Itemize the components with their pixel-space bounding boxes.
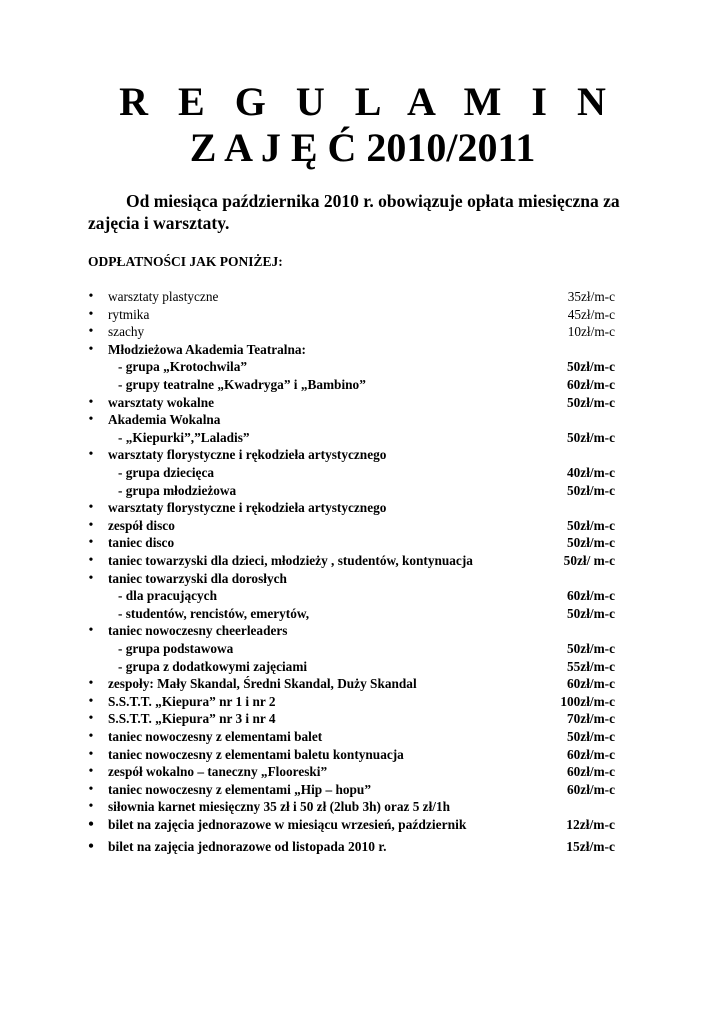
fee-item-price: 50zł/m-c bbox=[567, 429, 615, 445]
fee-item-price: 60zł/m-c bbox=[567, 781, 615, 797]
fee-item-label: taniec nowoczesny cheerleaders bbox=[108, 623, 288, 639]
fee-list-item bbox=[0, 323, 725, 341]
fee-list-item bbox=[0, 570, 725, 588]
fee-item-price: 50zł/m-c bbox=[567, 394, 615, 410]
fee-item-price: 60zł/m-c bbox=[567, 377, 615, 392]
fee-item-label: - studentów, rencistów, emerytów, bbox=[118, 605, 310, 621]
fee-list-item bbox=[0, 482, 725, 500]
fee-item-label: zespół disco bbox=[108, 517, 175, 533]
bullet-icon: • bbox=[88, 289, 94, 304]
bullet-icon: • bbox=[88, 676, 94, 692]
fee-item-label: taniec nowoczesny z elementami baletu kontynuacja bbox=[108, 746, 404, 762]
title-line-2: Z A J Ę Ć 2010/2011 bbox=[189, 125, 536, 170]
bullet-icon: • bbox=[88, 553, 94, 568]
fee-list-item bbox=[0, 728, 725, 746]
fee-list-item bbox=[0, 816, 725, 834]
fee-list-item bbox=[0, 587, 725, 605]
fee-item-price: 15zł/m-c bbox=[566, 838, 615, 854]
fee-item-label: Młodzieżowa Akademia Teatralna: bbox=[108, 341, 306, 357]
fee-item-price: 50zł/m-c bbox=[567, 359, 615, 375]
fee-item-label: taniec nowoczesny z elementami balet bbox=[108, 729, 323, 744]
fee-list-item bbox=[0, 605, 725, 623]
fee-list-item bbox=[0, 376, 725, 394]
bullet-icon: • bbox=[88, 517, 94, 533]
bullet-icon: • bbox=[88, 764, 94, 780]
bullet-icon: • bbox=[88, 306, 94, 322]
fee-item-label: warsztaty florystyczne i rękodzieła artystycznego bbox=[108, 447, 387, 463]
fee-list-item bbox=[0, 798, 725, 816]
fee-item-label: szachy bbox=[108, 324, 145, 340]
fee-item-label: siłownia karnet miesięczny 35 zł i 50 zł (2lub 3h) oraz 5 zł/1h bbox=[108, 799, 450, 815]
fee-item-label: rytmika bbox=[108, 306, 150, 322]
fee-item-label: - grupa młodzieżowa bbox=[118, 482, 237, 498]
bullet-icon: • bbox=[88, 729, 94, 744]
fee-list-item bbox=[0, 640, 725, 658]
fee-list-item bbox=[0, 781, 725, 799]
fee-item-label: warsztaty wokalne bbox=[108, 394, 214, 410]
fee-list-item bbox=[0, 658, 725, 676]
fee-item-price: 60zł/m-c bbox=[567, 588, 615, 604]
fee-list-item bbox=[0, 446, 725, 464]
fee-list-item bbox=[0, 710, 725, 728]
fee-item-price: 50zł/m-c bbox=[567, 729, 615, 744]
bullet-icon: • bbox=[88, 623, 94, 639]
fee-item-label: - grupa „Krotochwila” bbox=[118, 359, 248, 375]
fee-list-item bbox=[0, 429, 725, 447]
bullet-icon: • bbox=[88, 412, 94, 428]
fee-list-item bbox=[0, 763, 725, 781]
bullet-icon: • bbox=[88, 535, 94, 551]
fee-item-price: 50zł/m-c bbox=[567, 535, 615, 551]
fee-item-label: - grupa z dodatkowymi zajęciami bbox=[118, 658, 308, 674]
fee-list-item bbox=[0, 622, 725, 640]
fee-item-price: 50zł/m-c bbox=[567, 517, 615, 533]
fee-item-price: 55zł/m-c bbox=[567, 658, 615, 674]
fee-item-label: warsztaty florystyczne i rękodzieła artystycznego bbox=[108, 500, 387, 516]
bullet-icon: • bbox=[88, 711, 94, 727]
fee-item-label: zespoły: Mały Skandal, Średni Skandal, Duży Skandal bbox=[108, 676, 417, 692]
fee-item-label: - dla pracujących bbox=[118, 588, 217, 604]
intro-paragraph: Od miesiąca października 2010 r. obowiązuje opłata miesięczna za zajęcia i warsztaty. bbox=[88, 191, 620, 233]
bullet-icon: • bbox=[88, 799, 94, 815]
fee-item-label: - „Kiepurki”,”Laladis” bbox=[118, 429, 250, 445]
fee-item-price: 50zł/m-c bbox=[567, 482, 615, 498]
fee-item-price: 50zł/m-c bbox=[567, 605, 615, 621]
fee-item-label: - grupy teatralne „Kwadryga” i „Bambino” bbox=[118, 377, 366, 392]
fee-item-label: - grupa podstawowa bbox=[118, 641, 234, 656]
fee-list-item bbox=[0, 534, 725, 552]
fee-list-item bbox=[0, 675, 725, 693]
bullet-icon: • bbox=[88, 781, 94, 797]
bullet-icon: • bbox=[88, 394, 94, 410]
fee-list-item bbox=[0, 552, 725, 570]
fee-item-price: 60zł/m-c bbox=[567, 764, 615, 780]
bullet-icon: • bbox=[87, 835, 95, 856]
fee-item-price: 70zł/m-c bbox=[567, 711, 615, 727]
bullet-icon: • bbox=[88, 447, 94, 463]
fees-heading: ODPŁATNOŚCI JAK PONIŻEJ: bbox=[88, 254, 283, 269]
fee-item-label: warsztaty plastyczne bbox=[108, 289, 219, 304]
fee-item-label: taniec towarzyski dla dorosłych bbox=[108, 570, 287, 586]
bullet-icon: • bbox=[88, 693, 94, 709]
fee-item-label: bilet na zajęcia jednorazowe w miesiącu wrzesień, październik bbox=[108, 817, 467, 832]
bullet-icon: • bbox=[87, 814, 95, 834]
fee-list-item bbox=[0, 358, 725, 376]
fee-item-label: zespół wokalno – taneczny „Flooreski” bbox=[108, 764, 328, 780]
fee-item-price: 60zł/m-c bbox=[567, 676, 615, 692]
fee-item-price: 50zł/ m-c bbox=[563, 553, 615, 568]
fee-list-item bbox=[0, 411, 725, 429]
fee-item-price: 35zł/m-c bbox=[567, 289, 615, 304]
bullet-icon: • bbox=[88, 341, 94, 357]
fee-list-item bbox=[0, 288, 725, 306]
fee-item-label: taniec towarzyski dla dzieci, młodzieży , studentów, kontynuacja bbox=[108, 553, 473, 568]
fee-item-label: taniec nowoczesny z elementami „Hip – hopu” bbox=[108, 781, 371, 797]
fee-item-label: - grupa dziecięca bbox=[118, 465, 215, 480]
fee-list-item bbox=[0, 306, 725, 324]
bullet-icon: • bbox=[88, 324, 94, 340]
fee-list-item bbox=[0, 693, 725, 711]
fee-item-label: taniec disco bbox=[108, 535, 175, 551]
fee-item-price: 10zł/m-c bbox=[567, 324, 615, 340]
fee-item-label: Akademia Wokalna bbox=[108, 412, 221, 428]
fee-item-price: 100zł/m-c bbox=[560, 693, 615, 709]
fee-list-item bbox=[0, 464, 725, 482]
fee-item-label: bilet na zajęcia jednorazowe od listopada 2010 r. bbox=[108, 838, 387, 854]
bullet-icon: • bbox=[88, 746, 94, 762]
fee-list-item bbox=[0, 517, 725, 535]
fee-item-price: 40zł/m-c bbox=[567, 465, 615, 480]
fee-list-item bbox=[0, 499, 725, 517]
bullet-icon: • bbox=[88, 570, 94, 586]
title-line-1: R E G U L A M I N bbox=[119, 79, 616, 124]
fee-list-item bbox=[0, 835, 725, 856]
fee-list-item bbox=[0, 746, 725, 764]
fee-item-price: 45zł/m-c bbox=[567, 306, 615, 322]
fee-item-price: 60zł/m-c bbox=[567, 746, 615, 762]
fee-item-label: S.S.T.T. „Kiepura” nr 3 i nr 4 bbox=[108, 711, 276, 727]
fee-list-item bbox=[0, 341, 725, 359]
fee-item-price: 50zł/m-c bbox=[567, 641, 615, 656]
bullet-icon: • bbox=[88, 500, 94, 516]
fee-item-label: S.S.T.T. „Kiepura” nr 1 i nr 2 bbox=[108, 693, 276, 709]
fee-item-price: 12zł/m-c bbox=[566, 817, 615, 832]
fee-list-item bbox=[0, 394, 725, 412]
